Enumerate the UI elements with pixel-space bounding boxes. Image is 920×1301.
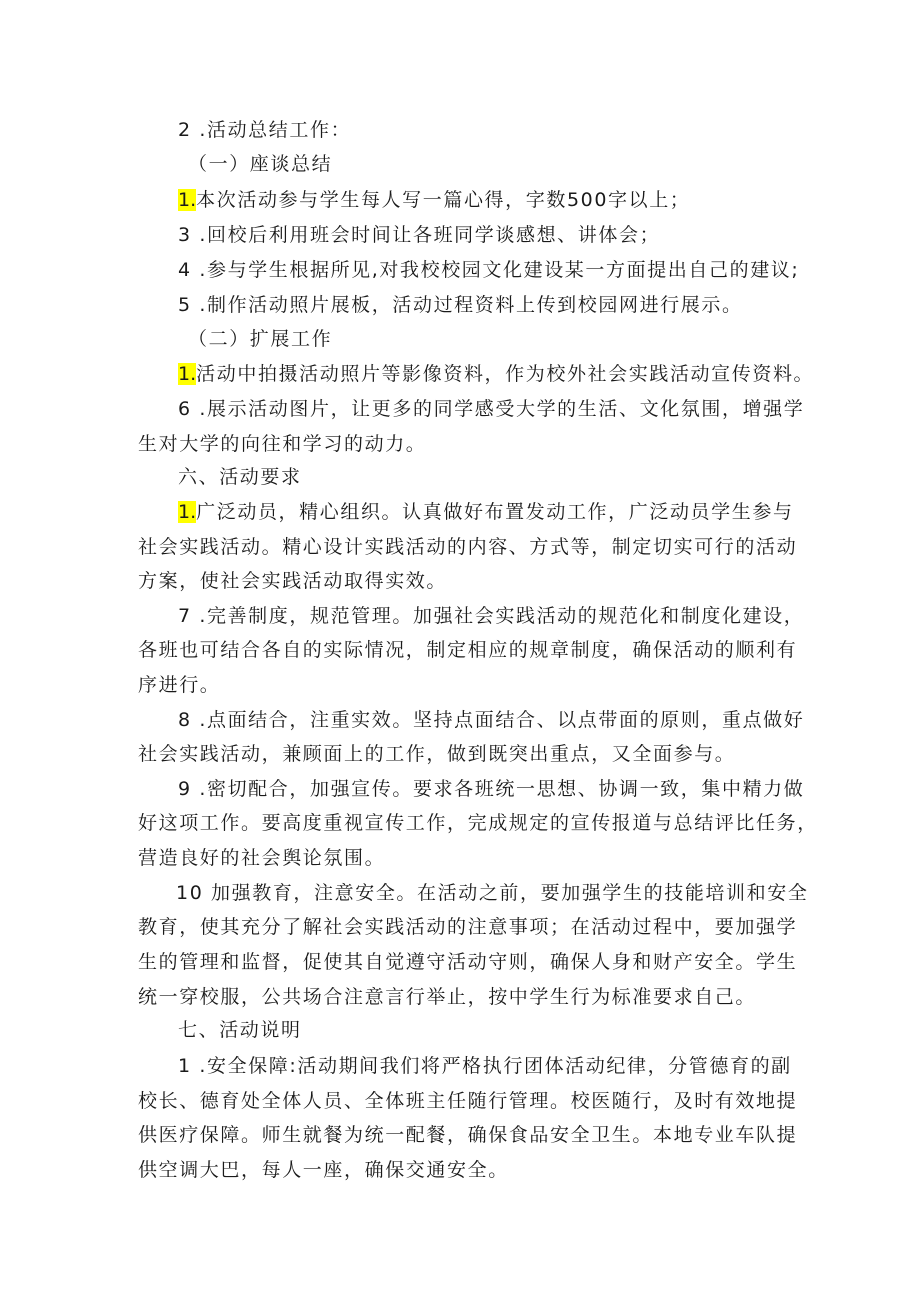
requirement-1-line-1 — [178, 498, 794, 526]
requirement-8-line-1: 8 .点面结合，注重实效。坚持点面结合、以点带面的原则，重点做好 — [178, 709, 805, 731]
requirement-9-line-1: 9 .密切配合，加强宣传。要求各班统一思想、协调一致，集中精力做 — [178, 778, 805, 800]
highlighted-number: 1. — [178, 501, 197, 523]
requirement-10-line-1: 10 加强教育，注意安全。在活动之前，要加强学生的技能培训和安全 — [176, 882, 809, 904]
extension-item-6-line-2: 生对大学的向往和学习的动力。 — [138, 433, 427, 455]
note-1-line-1: 1 .安全保障:活动期间我们将严格执行团体活动纪律，分管德育的副 — [178, 1055, 792, 1077]
highlighted-number: 1. — [178, 363, 197, 385]
extension-item-1 — [178, 360, 814, 388]
requirement-1-line-3: 方案，使社会实践活动取得实效。 — [138, 570, 448, 592]
summary-item-1-text: 本次活动参与学生每人写一篇心得，字数500字以上； — [196, 189, 691, 211]
summary-item-5: 5 .制作活动照片展板，活动过程资料上传到校园网进行展示。 — [178, 294, 743, 316]
requirement-9-line-3: 营造良好的社会舆论氛围。 — [138, 847, 386, 869]
note-1-line-2: 校长、德育处全体人员、全体班主任随行管理。校医随行，及时有效地提 — [138, 1090, 798, 1112]
summary-heading: 2 .活动总结工作： — [178, 119, 352, 141]
subheading-discussion: （一）座谈总结 — [188, 153, 333, 175]
highlighted-number: 1. — [178, 189, 197, 211]
requirement-8-line-2: 社会实践活动，兼顾面上的工作，做到既突出重点，又全面参与。 — [138, 743, 736, 765]
summary-item-1 — [178, 186, 690, 214]
requirement-10-line-2: 教育，使其充分了解社会实践活动的注意事项；在活动过程中，要加强学 — [138, 916, 798, 938]
subheading-extension: （二）扩展工作 — [188, 328, 333, 350]
requirement-7-line-2: 各班也可结合各自的实际情况，制定相应的规章制度，确保活动的顺利有 — [138, 639, 798, 661]
requirement-10-line-3: 生的管理和监督，促使其自觉遵守活动守则，确保人身和财产安全。学生 — [138, 951, 798, 973]
extension-item-6-line-1: 6 .展示活动图片，让更多的同学感受大学的生活、文化氛围，增强学 — [178, 398, 805, 420]
summary-item-3: 3 .回校后利用班会时间让各班同学谈感想、讲体会； — [178, 224, 661, 246]
requirement-7-line-1: 7 .完善制度，规范管理。加强社会实践活动的规范化和制度化建设， — [178, 605, 805, 627]
requirement-7-line-3: 序进行。 — [138, 674, 221, 696]
requirement-1-text: 广泛动员，精心组织。认真做好布置发动工作，广泛动员学生参与 — [196, 501, 794, 523]
section-7-heading: 七、活动说明 — [178, 1019, 302, 1041]
extension-item-1-text: 活动中拍摄活动照片等影像资料，作为校外社会实践活动宣传资料。 — [196, 363, 815, 385]
note-1-line-3: 供医疗保障。师生就餐为统一配餐，确保食品安全卫生。本地专业车队提 — [138, 1124, 798, 1146]
requirement-1-line-2: 社会实践活动。精心设计实践活动的内容、方式等，制定切实可行的活动 — [138, 536, 798, 558]
note-1-line-4: 供空调大巴，每人一座，确保交通安全。 — [138, 1159, 509, 1181]
requirement-9-line-2: 好这项工作。要高度重视宣传工作，完成规定的宣传报道与总结评比任务， — [138, 812, 818, 834]
section-6-heading: 六、活动要求 — [178, 466, 302, 488]
requirement-10-line-4: 统一穿校服，公共场合注意言行举止，按中学生行为标准要求自己。 — [138, 986, 757, 1008]
summary-item-4: 4 .参与学生根据所见,对我校校园文化建设某一方面提出自己的建议; — [178, 259, 800, 281]
